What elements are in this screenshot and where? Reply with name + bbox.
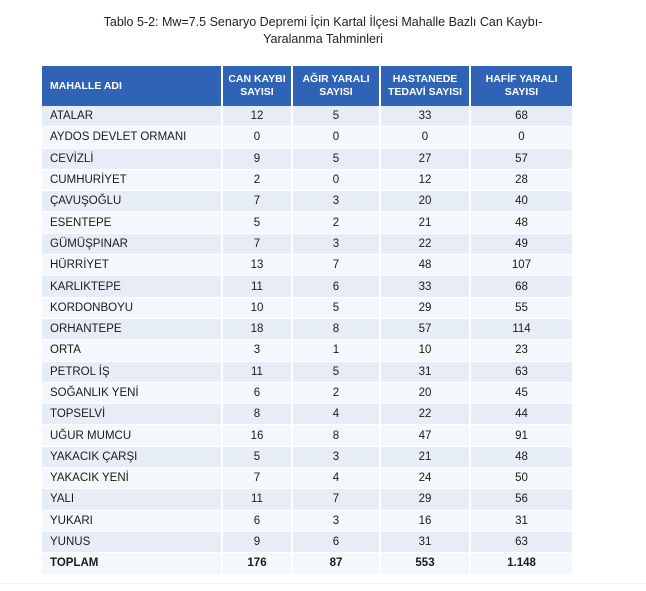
cell-can-kaybi: 5	[222, 212, 292, 233]
cell-mahalle-adi: TOPSELVİ	[42, 404, 222, 425]
cell-hastanede-tedavi: 21	[380, 212, 470, 233]
header-hafif-yarali-line2: SAYISI	[504, 86, 539, 98]
cell-mahalle-adi: HÜRRİYET	[42, 255, 222, 276]
page-divider	[0, 583, 646, 584]
cell-can-kaybi: 9	[222, 148, 292, 169]
total-can-kaybi: 176	[222, 553, 292, 574]
cell-can-kaybi: 16	[222, 425, 292, 446]
cell-can-kaybi: 11	[222, 361, 292, 382]
table-row	[42, 276, 572, 297]
total-agir-yarali: 87	[292, 553, 380, 574]
caption-line-1: Tablo 5-2: Mw=7.5 Senaryo Depremi İçin Kartal İlçesi Mahalle Bazlı Can Kaybı-	[103, 15, 543, 29]
header-hastanede-line2: TEDAVİ SAYISI	[387, 86, 463, 98]
cell-can-kaybi: 2	[222, 169, 292, 190]
cell-hastanede-tedavi: 47	[380, 425, 470, 446]
cell-mahalle-adi: YAKACIK YENİ	[42, 468, 222, 489]
cell-agir-yarali: 2	[292, 212, 380, 233]
cell-agir-yarali: 8	[292, 425, 380, 446]
table-row	[42, 212, 572, 233]
cell-hafif-yarali: 68	[470, 276, 572, 297]
cell-hastanede-tedavi: 22	[380, 404, 470, 425]
header-hastanede-tedavi	[380, 66, 470, 106]
header-hafif-yarali	[470, 66, 572, 106]
cell-mahalle-adi: ESENTEPE	[42, 212, 222, 233]
cell-can-kaybi: 12	[222, 106, 292, 127]
cell-agir-yarali: 4	[292, 468, 380, 489]
cell-hastanede-tedavi: 29	[380, 489, 470, 510]
cell-hafif-yarali: 56	[470, 489, 572, 510]
cell-agir-yarali: 7	[292, 489, 380, 510]
table-row	[42, 489, 572, 510]
cell-hastanede-tedavi: 33	[380, 276, 470, 297]
cell-can-kaybi: 11	[222, 489, 292, 510]
casualty-table	[42, 66, 572, 575]
cell-hafif-yarali: 114	[470, 318, 572, 339]
header-mahalle-adi: MAHALLE ADI	[42, 66, 222, 106]
total-hastanede-tedavi: 553	[380, 553, 470, 574]
cell-can-kaybi: 7	[222, 233, 292, 254]
header-row	[42, 66, 572, 106]
cell-mahalle-adi: UĞUR MUMCU	[42, 425, 222, 446]
cell-hafif-yarali: 57	[470, 148, 572, 169]
cell-agir-yarali: 1	[292, 340, 380, 361]
table-row	[42, 318, 572, 339]
cell-hafif-yarali: 0	[470, 127, 572, 148]
table-row	[42, 297, 572, 318]
cell-hastanede-tedavi: 57	[380, 318, 470, 339]
cell-mahalle-adi: PETROL İŞ	[42, 361, 222, 382]
cell-hastanede-tedavi: 16	[380, 510, 470, 531]
table-body	[42, 106, 572, 574]
cell-hafif-yarali: 55	[470, 297, 572, 318]
cell-agir-yarali: 0	[292, 169, 380, 190]
cell-hafif-yarali: 40	[470, 191, 572, 212]
cell-mahalle-adi: YAKACIK ÇARŞI	[42, 446, 222, 467]
cell-can-kaybi: 18	[222, 318, 292, 339]
cell-hafif-yarali: 68	[470, 106, 572, 127]
cell-hastanede-tedavi: 0	[380, 127, 470, 148]
cell-hafif-yarali: 23	[470, 340, 572, 361]
table-row	[42, 510, 572, 531]
cell-can-kaybi: 11	[222, 276, 292, 297]
cell-agir-yarali: 7	[292, 255, 380, 276]
table-caption	[0, 14, 646, 48]
table-row	[42, 127, 572, 148]
header-can-kaybi-line1: CAN KAYBI	[228, 73, 286, 85]
table-row	[42, 169, 572, 190]
cell-hafif-yarali: 63	[470, 531, 572, 552]
cell-hastanede-tedavi: 20	[380, 382, 470, 403]
cell-agir-yarali: 3	[292, 191, 380, 212]
cell-mahalle-adi: GÜMÜŞPINAR	[42, 233, 222, 254]
cell-can-kaybi: 7	[222, 191, 292, 212]
cell-can-kaybi: 13	[222, 255, 292, 276]
cell-hafif-yarali: 63	[470, 361, 572, 382]
cell-agir-yarali: 0	[292, 127, 380, 148]
cell-can-kaybi: 10	[222, 297, 292, 318]
table-row	[42, 233, 572, 254]
cell-agir-yarali: 8	[292, 318, 380, 339]
cell-mahalle-adi: ORTA	[42, 340, 222, 361]
cell-can-kaybi: 8	[222, 404, 292, 425]
cell-mahalle-adi: YUNUS	[42, 531, 222, 552]
caption-line-2: Yaralanma Tahminleri	[263, 32, 383, 46]
table-row	[42, 255, 572, 276]
header-can-kaybi	[222, 66, 292, 106]
cell-hastanede-tedavi: 24	[380, 468, 470, 489]
cell-can-kaybi: 9	[222, 531, 292, 552]
cell-mahalle-adi: KORDONBOYU	[42, 297, 222, 318]
cell-hafif-yarali: 50	[470, 468, 572, 489]
cell-hafif-yarali: 44	[470, 404, 572, 425]
total-hafif-yarali: 1.148	[470, 553, 572, 574]
cell-mahalle-adi: AYDOS DEVLET ORMANI	[42, 127, 222, 148]
header-can-kaybi-line2: SAYISI	[240, 86, 274, 98]
cell-mahalle-adi: ÇAVUŞOĞLU	[42, 191, 222, 212]
cell-agir-yarali: 2	[292, 382, 380, 403]
cell-mahalle-adi: ATALAR	[42, 106, 222, 127]
cell-agir-yarali: 5	[292, 148, 380, 169]
cell-agir-yarali: 5	[292, 297, 380, 318]
cell-agir-yarali: 4	[292, 404, 380, 425]
table-row	[42, 148, 572, 169]
total-row	[42, 553, 572, 574]
cell-hastanede-tedavi: 27	[380, 148, 470, 169]
cell-can-kaybi: 5	[222, 446, 292, 467]
cell-hastanede-tedavi: 31	[380, 361, 470, 382]
cell-agir-yarali: 3	[292, 510, 380, 531]
cell-hastanede-tedavi: 48	[380, 255, 470, 276]
cell-agir-yarali: 6	[292, 531, 380, 552]
cell-hafif-yarali: 48	[470, 446, 572, 467]
cell-mahalle-adi: ORHANTEPE	[42, 318, 222, 339]
cell-agir-yarali: 3	[292, 446, 380, 467]
table-row	[42, 106, 572, 127]
cell-hafif-yarali: 48	[470, 212, 572, 233]
table-row	[42, 191, 572, 212]
cell-mahalle-adi: SOĞANLIK YENİ	[42, 382, 222, 403]
cell-hastanede-tedavi: 10	[380, 340, 470, 361]
cell-can-kaybi: 0	[222, 127, 292, 148]
cell-agir-yarali: 5	[292, 361, 380, 382]
cell-agir-yarali: 6	[292, 276, 380, 297]
table-row	[42, 404, 572, 425]
table-row	[42, 340, 572, 361]
cell-hastanede-tedavi: 12	[380, 169, 470, 190]
cell-hastanede-tedavi: 29	[380, 297, 470, 318]
cell-can-kaybi: 3	[222, 340, 292, 361]
total-mahalle-adi: TOPLAM	[42, 553, 222, 574]
cell-hafif-yarali: 91	[470, 425, 572, 446]
cell-hastanede-tedavi: 21	[380, 446, 470, 467]
table-row	[42, 531, 572, 552]
cell-mahalle-adi: YUKARI	[42, 510, 222, 531]
cell-mahalle-adi: YALI	[42, 489, 222, 510]
cell-mahalle-adi: KARLIKTEPE	[42, 276, 222, 297]
header-agir-yarali	[292, 66, 380, 106]
cell-agir-yarali: 5	[292, 106, 380, 127]
cell-agir-yarali: 3	[292, 233, 380, 254]
header-hafif-yarali-line1: HAFİF YARALI	[485, 73, 558, 85]
cell-hafif-yarali: 45	[470, 382, 572, 403]
table-row	[42, 446, 572, 467]
table-row	[42, 361, 572, 382]
cell-hastanede-tedavi: 22	[380, 233, 470, 254]
cell-can-kaybi: 7	[222, 468, 292, 489]
cell-mahalle-adi: CUMHURİYET	[42, 169, 222, 190]
cell-hastanede-tedavi: 31	[380, 531, 470, 552]
header-agir-yarali-line2: SAYISI	[319, 86, 353, 98]
cell-can-kaybi: 6	[222, 510, 292, 531]
table-row	[42, 468, 572, 489]
cell-hafif-yarali: 107	[470, 255, 572, 276]
cell-hafif-yarali: 49	[470, 233, 572, 254]
cell-hafif-yarali: 28	[470, 169, 572, 190]
table-header	[42, 66, 572, 106]
table-row	[42, 382, 572, 403]
header-hastanede-line1: HASTANEDE	[392, 73, 458, 85]
cell-mahalle-adi: CEVİZLİ	[42, 148, 222, 169]
cell-hastanede-tedavi: 20	[380, 191, 470, 212]
table-row	[42, 425, 572, 446]
cell-can-kaybi: 6	[222, 382, 292, 403]
cell-hastanede-tedavi: 33	[380, 106, 470, 127]
cell-hafif-yarali: 31	[470, 510, 572, 531]
header-agir-yarali-line1: AĞIR YARALI	[302, 73, 370, 85]
